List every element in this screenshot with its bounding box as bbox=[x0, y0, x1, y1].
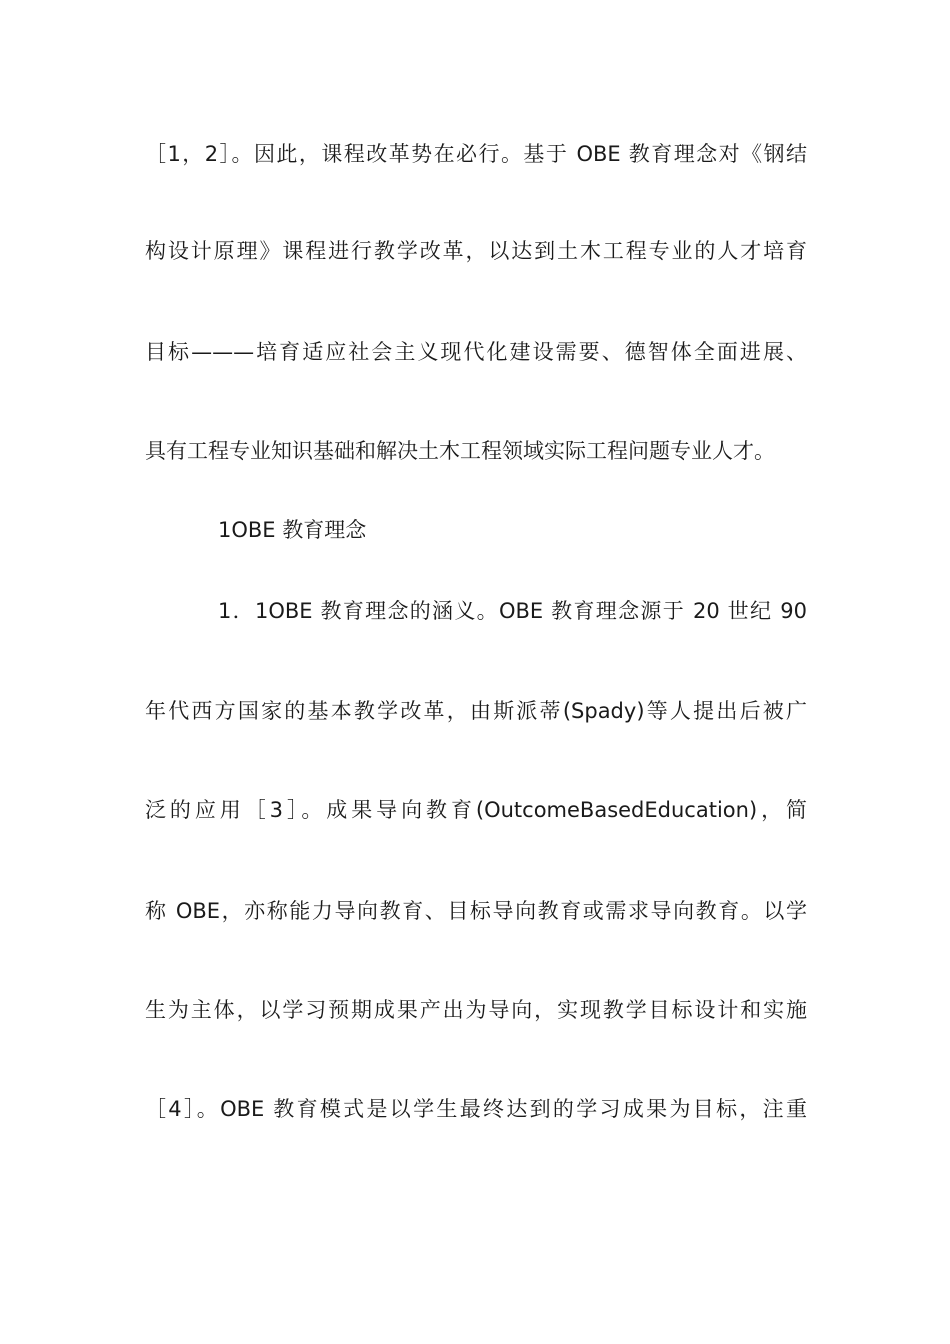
subsection-first-line: 1．1OBE 教育理念的涵义。OBE 教育理念源于 20 世纪 90 bbox=[218, 599, 807, 623]
paragraph-line: ［1，2］。因此，课程改革势在必行。基于 OBE 教育理念对《钢结 bbox=[145, 142, 807, 166]
paragraph-line: 年代西方国家的基本教学改革，由斯派蒂(Spady)等人提出后被广 bbox=[145, 699, 807, 723]
paragraph-line: 构设计原理》课程进行教学改革，以达到土木工程专业的人才培育 bbox=[145, 239, 807, 263]
paragraph-line: 具有工程专业知识基础和解决土木工程领域实际工程问题专业人才。 bbox=[145, 439, 775, 463]
section-heading: 1OBE 教育理念 bbox=[218, 518, 367, 542]
paragraph-line: 称 OBE，亦称能力导向教育、目标导向教育或需求导向教育。以学 bbox=[145, 899, 807, 923]
paragraph-line: 目标———培育适应社会主义现代化建设需要、德智体全面进展、 bbox=[145, 340, 807, 364]
paragraph-line: 生为主体，以学习预期成果产出为导向，实现教学目标设计和实施 bbox=[145, 998, 807, 1022]
paragraph-line: ［4］。OBE 教育模式是以学生最终达到的学习成果为目标，注重 bbox=[145, 1097, 807, 1121]
paragraph-line: 泛的应用［3］。成果导向教育(OutcomeBasedEducation)，简 bbox=[145, 798, 807, 822]
